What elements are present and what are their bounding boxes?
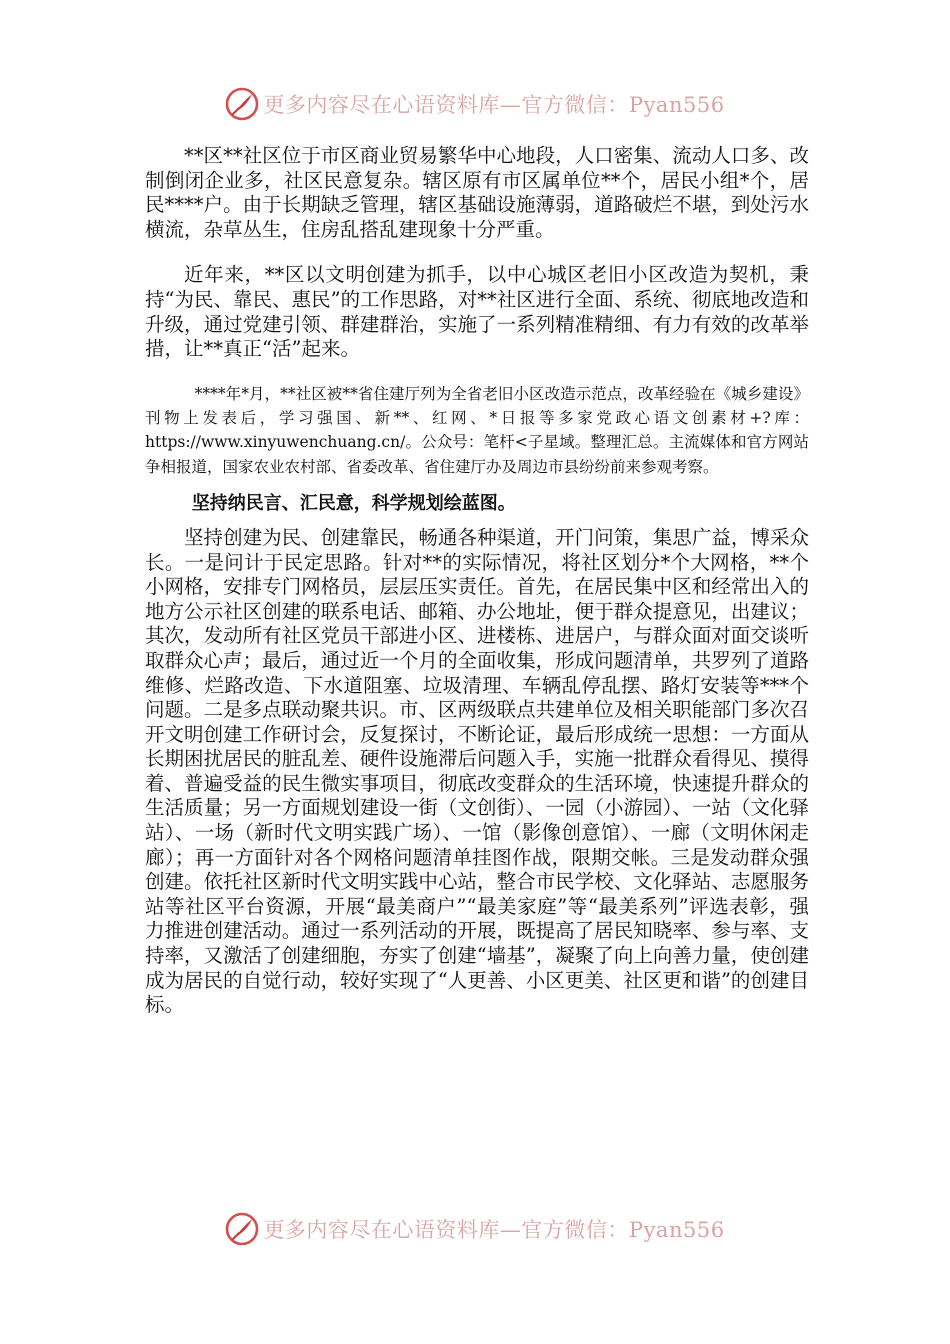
intro-paragraph: **区**社区位于市区商业贸易繁华中心地段，人口密集、流动人口多、改制倒闭企业多，社区民意复杂。辖区原有市区属单位**个，居民小组*个，居民****户。由于长期缺乏管理，辖区基础设施薄弱，道路破烂不堪，到处污水横流，杂草丛生，住房乱搭乱建现象十分严重。 — [145, 144, 809, 241]
section-body-paragraph: 坚持创建为民、创建靠民，畅通各种渠道，开门问策，集思广益，博采众长。一是问计于民定思路。针对**的实际情况，将社区划分*个大网格，**个小网格，安排专门网格员，层层压实责任。首先，在居民集中区和经常出入的地方公示社区创建的联系电话、邮箱、办公地址，便于群众提意见，出建议；其次，发动所有社区党员干部进小区、进楼栋、进居户，与群众面对面交谈听取群众心声；最后，通过近一个月的全面收集，形成问题清单，共罗列了道路维修、烂路改造、下水道阻塞、垃圾清理、车辆乱停乱摆、路灯安装等***个问题。二是多点联动聚共识。市、区两级联点共建单位及相关职能部门多次召开文明创建工作研讨会，反复探讨，不断论证，最后形成统一思想：一方面从长期困扰居民的脏乱差、硬件设施滞后问题入手，实施一批群众看得见、摸得着、普遍受益的民生微实事项目，彻底改变群众的生活环境，快速提升群众的生活质量；另一方面规划建设一街（文创街）、一园（小游园）、一站（文化驿站）、一场（新时代文明实践广场）、一馆（影像创意馆）、一廊（文明休闲走廊）；再一方面针对各个网格问题清单挂图作战，限期交帐。三是发动群众强创建。依托社区新时代文明实践中心站，整合市民学校、文化驿站、志愿服务站等社区平台资源，开展“最美商户”“最美家庭”等“最美系列”评选表彰，强力推进创建活动。通过一系列活动的开展，既提高了居民知晓率、参与率、支持率，又激活了创建细胞，夯实了创建“墙基”，凝聚了向上向善力量，使创建成为居民的自觉行动，较好实现了“人更善、小区更美、社区更和谐”的创建目标。 — [145, 525, 809, 1017]
document-body — [145, 144, 809, 1018]
quill-logo-icon — [225, 87, 259, 121]
recognition-paragraph: ****年*月，**社区被**省住建厅列为全省老旧小区改造示范点，改革经验在《城乡建设》刊物上发表后，学习强国、新**、红网、*日报等多家党政心语文创素材+?库：https://www.xinyuwenchuang.cn/。公众号：笔杆<子星域。整理汇总。主流媒体和官方网站争相报道，国家农业农村部、省委改革、省住建厅办及周边市县纷纷前来参观考察。 — [145, 384, 809, 476]
watermark-text: 更多内容尽在心语资料库—官方微信：Pyan556 — [263, 1218, 725, 1242]
quill-logo-icon — [225, 1212, 259, 1246]
section-heading: 坚持纳民言、汇民意，科学规划绘蓝图。 — [191, 492, 516, 514]
watermark-header — [0, 82, 950, 126]
watermark-text: 更多内容尽在心语资料库—官方微信：Pyan556 — [263, 93, 725, 117]
recent-years-paragraph: 近年来，**区以文明创建为抓手，以中心城区老旧小区改造为契机，秉持“为民、靠民、惠民”的工作思路，对**社区进行全面、系统、彻底地改造和升级，通过党建引领、群建群治，实施了一系列精准精细、有力有效的改革举措，让**真正“活”起来。 — [145, 263, 809, 361]
watermark-footer — [0, 1207, 950, 1251]
